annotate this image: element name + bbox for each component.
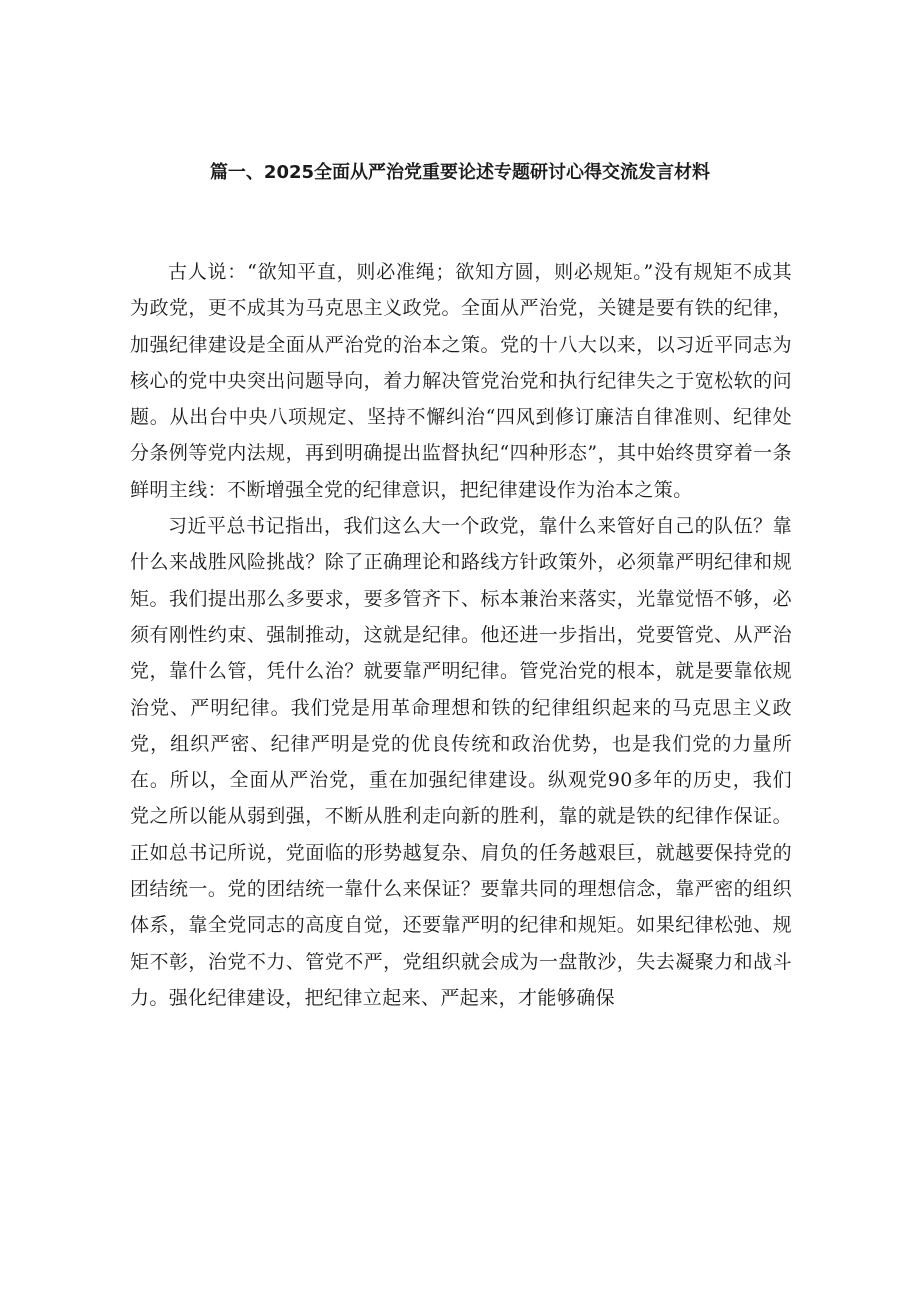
document-body	[130, 254, 792, 1016]
paragraph-1: 古人说：“欲知平直，则必准绳；欲知方圆，则必规矩。”没有规矩不成其为政党，更不成其为马克思主义政党。全面从严治党，关键是要有铁的纪律，加强纪律建设是全面从严治党的治本之策。党的十八大以来，以习近平同志为核心的党中央突出问题导向，着力解决管党治党和执行纪律失之于宽松软的问题。从出台中央八项规定、坚持不懈纠治“四风到修订廉洁自律准则、纪律处分条例等党内法规，再到明确提出监督执纪“四种形态”，其中始终贯穿着一条鲜明主线：不断增强全党的纪律意识，把纪律建设作为治本之策。	[130, 261, 792, 501]
document-title: 篇一、2025全面从严治党重要论述专题研讨心得交流发言材料	[209, 162, 711, 183]
paragraph-2: 习近平总书记指出，我们这么大一个政党，靠什么来管好自己的队伍？靠什么来战胜风险挑战？除了正确理论和路线方针政策外，必须靠严明纪律和规矩。我们提出那么多要求，要多管齐下、标本兼治来落实，光靠觉悟不够，必须有刚性约束、强制推动，这就是纪律。他还进一步指出，党要管党、从严治党，靠什么管，凭什么治？就要靠严明纪律。管党治党的根本，就是要靠依规治党、严明纪律。我们党是用革命理想和铁的纪律组织起来的马克思主义政党，组织严密、纪律严明是党的优良传统和政治优势，也是我们党的力量所在。所以，全面从严治党，重在加强纪律建设。纵观党90多年的历史，我们党之所以能从弱到强，不断从胜利走向新的胜利，靠的就是铁的纪律作保证。正如总书记所说，党面临的形势越复杂、肩负的任务越艰巨，就越要保持党的团结统一。党的团结统一靠什么来保证？要靠共同的理想信念，靠严密的组织体系，靠全党同志的高度自觉，还要靠严明的纪律和规矩。如果纪律松弛、规矩不彰，治党不力、管党不严，党组织就会成为一盘散沙，失去凝聚力和战斗力。强化纪律建设，把纪律立起来、严起来，才能够确保	[130, 515, 792, 1009]
